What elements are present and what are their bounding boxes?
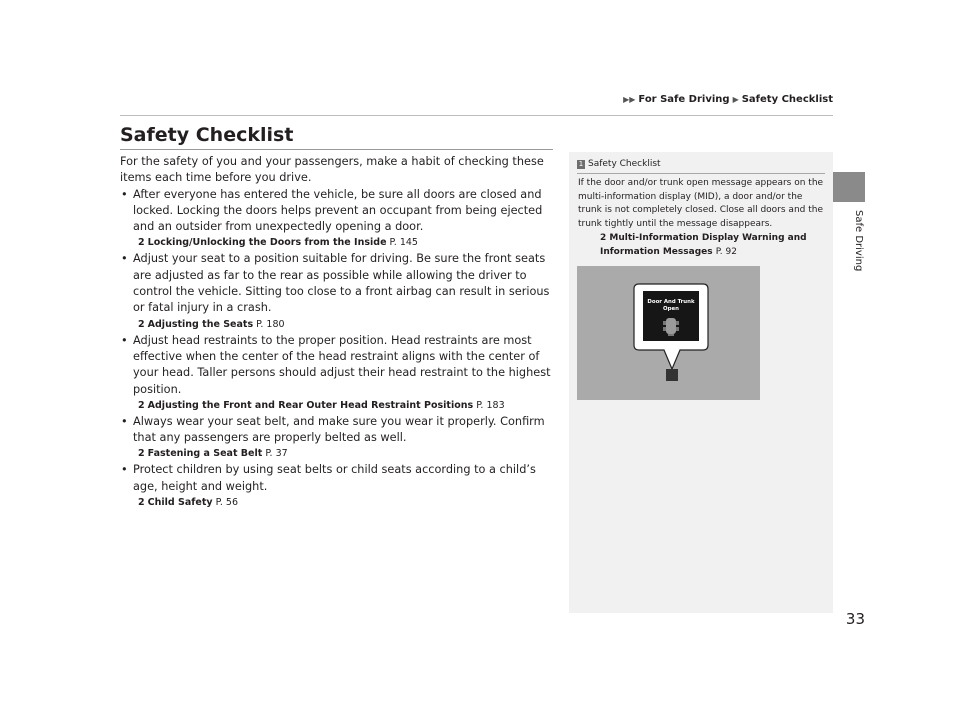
note-number-badge: 1 bbox=[578, 159, 584, 168]
cross-reference-link[interactable] bbox=[133, 446, 556, 461]
bullet-icon: • bbox=[121, 414, 128, 428]
checklist-item bbox=[120, 333, 556, 413]
reference-page: P. 37 bbox=[265, 448, 288, 460]
bullet-icon: • bbox=[121, 187, 128, 201]
checklist-item-text: Always wear your seat belt, and make sure you wear it properly. Confirm that any passengers are properly belted as well. bbox=[133, 414, 545, 445]
breadcrumb-arrow-icon: ▶ bbox=[732, 95, 739, 104]
title-divider bbox=[120, 149, 553, 150]
checklist-item bbox=[120, 414, 556, 462]
checklist-item-text: Adjust your seat to a position suitable for driving. Be sure the front seats are adjusted as far to the rear as possible while allowing the driver to control the vehicle. Sitting too close to a front airbag can result in serious or fatal injury in a crash. bbox=[133, 252, 550, 315]
bullet-icon: • bbox=[121, 463, 128, 477]
checklist-item bbox=[120, 462, 556, 510]
reference-arrow-icon: 2 bbox=[138, 448, 145, 460]
page-number: 33 bbox=[845, 610, 865, 628]
breadcrumb-section: For Safe Driving bbox=[638, 94, 730, 105]
mid-display-drawing bbox=[577, 266, 760, 400]
reference-title: Locking/Unlocking the Doors from the Inside bbox=[147, 237, 387, 249]
header-divider bbox=[120, 115, 833, 116]
checklist-item-text: Adjust head restraints to the proper position. Head restraints are most effective when the center of the head restraint aligns with the center of your head. Taller persons should adjust their head restraint to the highest position. bbox=[133, 333, 551, 396]
reference-title: Adjusting the Seats bbox=[147, 318, 254, 330]
reference-page: P. 56 bbox=[215, 497, 238, 509]
bullet-icon: • bbox=[121, 333, 128, 347]
reference-page: P. 183 bbox=[476, 399, 505, 411]
checklist-item bbox=[120, 187, 556, 251]
checklist-item-text: Protect children by using seat belts or child seats according to a child’s age, height and weight. bbox=[133, 463, 536, 493]
breadcrumb bbox=[623, 94, 833, 105]
callout-anchor-marker bbox=[666, 369, 678, 381]
reference-page: P. 180 bbox=[256, 318, 285, 330]
reference-arrow-icon: 2 bbox=[138, 497, 145, 509]
cross-reference-link[interactable] bbox=[133, 398, 556, 413]
reference-arrow-icon: 2 bbox=[600, 233, 607, 244]
sidebar-note bbox=[569, 152, 833, 613]
breadcrumb-current: Safety Checklist bbox=[741, 94, 833, 105]
reference-title: Multi-Information Display Warning and Information Messages bbox=[600, 233, 807, 257]
bullet-icon: • bbox=[121, 252, 128, 266]
note-body bbox=[578, 177, 826, 260]
mid-message-line1: Door And Trunk bbox=[647, 299, 695, 305]
main-content bbox=[120, 154, 556, 511]
checklist-item-text: After everyone has entered the vehicle, be sure all doors are closed and locked. Locking the doors helps prevent an occupant from being ejected and an outsider from unexpectedly opening a door. bbox=[133, 187, 543, 234]
mid-message-line2: Open bbox=[663, 306, 679, 312]
chapter-side-label: Safe Driving bbox=[853, 210, 864, 272]
breadcrumb-arrow-icon: ▶▶ bbox=[623, 95, 636, 104]
note-divider bbox=[577, 173, 825, 174]
reference-arrow-icon: 2 bbox=[138, 237, 145, 249]
reference-page: P. 145 bbox=[389, 237, 418, 249]
page-title: Safety Checklist bbox=[120, 124, 294, 146]
note-title: Safety Checklist bbox=[588, 159, 661, 169]
cross-reference-link[interactable] bbox=[133, 317, 556, 332]
reference-arrow-icon: 2 bbox=[138, 399, 145, 411]
reference-arrow-icon: 2 bbox=[138, 318, 145, 330]
mid-display-illustration bbox=[577, 266, 760, 400]
cross-reference-link[interactable] bbox=[133, 495, 556, 510]
note-header bbox=[577, 159, 661, 169]
checklist-item bbox=[120, 251, 556, 331]
checklist bbox=[120, 187, 556, 510]
note-cross-reference-link[interactable] bbox=[578, 232, 826, 259]
note-text: If the door and/or trunk open message appears on the multi-information display (MID), a door and/or the trunk is not completely closed. Close all doors and the trunk tightly until the message disappears. bbox=[578, 178, 824, 229]
cross-reference-link[interactable] bbox=[133, 235, 556, 250]
reference-page: P. 92 bbox=[715, 246, 737, 257]
intro-paragraph: For the safety of you and your passengers, make a habit of checking these items each time before you drive. bbox=[120, 155, 544, 185]
reference-title: Adjusting the Front and Rear Outer Head Restraint Positions bbox=[147, 399, 474, 411]
reference-title: Child Safety bbox=[147, 497, 213, 509]
chapter-side-tab bbox=[833, 172, 865, 202]
reference-title: Fastening a Seat Belt bbox=[147, 448, 263, 460]
